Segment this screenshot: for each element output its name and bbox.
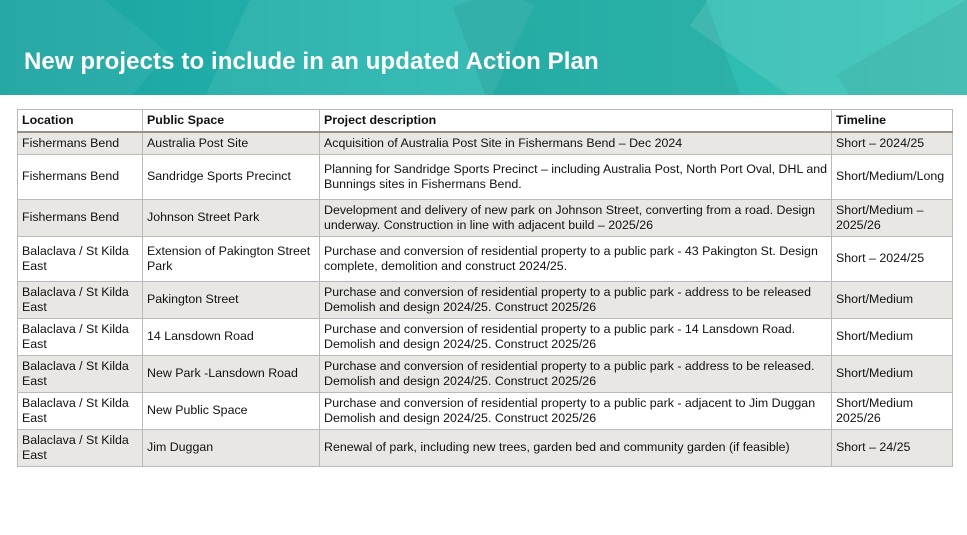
cell-public-space: 14 Lansdown Road <box>143 318 320 355</box>
cell-timeline: Short/Medium – 2025/26 <box>832 199 953 236</box>
cell-timeline: Short/Medium <box>832 318 953 355</box>
table-row <box>18 429 953 466</box>
column-header-public-space: Public Space <box>143 110 320 133</box>
cell-description: Purchase and conversion of residential property to a public park - address to be released. Demolish and design 2024/25. Construct 2025/26 <box>320 355 832 392</box>
table-row <box>18 154 953 199</box>
cell-location: Balaclava / St Kilda East <box>18 318 143 355</box>
table-header-row <box>18 110 953 133</box>
table-row <box>18 318 953 355</box>
cell-description: Purchase and conversion of residential property to a public park - adjacent to Jim Duggan Demolish and design 2024/25. Construct 2025/26 <box>320 392 832 429</box>
table-row <box>18 392 953 429</box>
cell-public-space: New Public Space <box>143 392 320 429</box>
cell-description: Renewal of park, including new trees, garden bed and community garden (if feasible) <box>320 429 832 466</box>
table-row <box>18 355 953 392</box>
cell-public-space: Jim Duggan <box>143 429 320 466</box>
cell-timeline: Short/Medium <box>832 281 953 318</box>
cell-location: Balaclava / St Kilda East <box>18 355 143 392</box>
cell-location: Fishermans Bend <box>18 154 143 199</box>
column-header-timeline: Timeline <box>832 110 953 133</box>
cell-description: Purchase and conversion of residential property to a public park - 14 Lansdown Road. Demolish and design 2024/25. Construct 2025/26 <box>320 318 832 355</box>
cell-description: Purchase and conversion of residential property to a public park - address to be released Demolish and design 2024/25. Construct 2025/26 <box>320 281 832 318</box>
cell-timeline: Short – 24/25 <box>832 429 953 466</box>
slide-header-banner <box>0 0 967 95</box>
table-row <box>18 281 953 318</box>
cell-timeline: Short – 2024/25 <box>832 132 953 154</box>
cell-location: Balaclava / St Kilda East <box>18 236 143 281</box>
table-row <box>18 132 953 154</box>
cell-description: Acquisition of Australia Post Site in Fishermans Bend – Dec 2024 <box>320 132 832 154</box>
cell-public-space: Pakington Street <box>143 281 320 318</box>
cell-timeline: Short – 2024/25 <box>832 236 953 281</box>
table-row <box>18 236 953 281</box>
cell-public-space: Sandridge Sports Precinct <box>143 154 320 199</box>
cell-public-space: Johnson Street Park <box>143 199 320 236</box>
projects-table <box>17 109 953 467</box>
table-row <box>18 199 953 236</box>
cell-description: Development and delivery of new park on Johnson Street, converting from a road. Design underway. Construction in line with adjacent build – 2025/26 <box>320 199 832 236</box>
cell-location: Fishermans Bend <box>18 199 143 236</box>
cell-location: Balaclava / St Kilda East <box>18 281 143 318</box>
cell-location: Balaclava / St Kilda East <box>18 429 143 466</box>
cell-timeline: Short/Medium <box>832 355 953 392</box>
cell-location: Fishermans Bend <box>18 132 143 154</box>
cell-public-space: New Park -Lansdown Road <box>143 355 320 392</box>
slide-title: New projects to include in an updated Action Plan <box>24 48 599 75</box>
cell-location: Balaclava / St Kilda East <box>18 392 143 429</box>
cell-timeline: Short/Medium 2025/26 <box>832 392 953 429</box>
column-header-location: Location <box>18 110 143 133</box>
cell-description: Planning for Sandridge Sports Precinct – including Australia Post, North Port Oval, DHL and Bunnings sites in Fishermans Bend. <box>320 154 832 199</box>
cell-timeline: Short/Medium/Long <box>832 154 953 199</box>
cell-description: Purchase and conversion of residential property to a public park - 43 Pakington St. Design complete, demolition and construct 2024/25. <box>320 236 832 281</box>
cell-public-space: Australia Post Site <box>143 132 320 154</box>
cell-public-space: Extension of Pakington Street Park <box>143 236 320 281</box>
column-header-project-description: Project description <box>320 110 832 133</box>
